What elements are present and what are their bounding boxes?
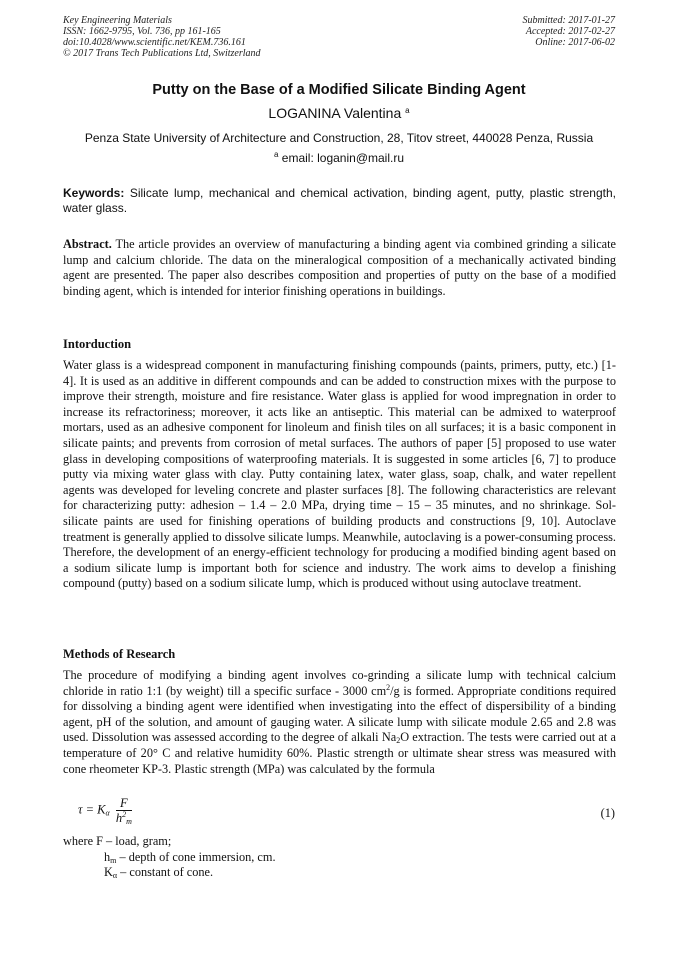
where-line-1: where F – load, gram; xyxy=(63,834,172,848)
methods-part-3: O extraction. The tests were carried out at a temperature of 20° C and relative humidity 60%. Plastic strength or ultimate shear stress was measured with cone rheometer KP-3. Plastic strength (MPa) was calculated by the formula xyxy=(63,730,616,776)
formula-lhs-sub: α xyxy=(105,808,110,818)
email: email: loganin@mail.ru xyxy=(278,151,405,165)
formula-den-base: h xyxy=(115,811,123,825)
abstract xyxy=(63,237,616,299)
where-k: K xyxy=(104,865,113,880)
abstract-text: The article provides an overview of manufacturing a binding agent via combined grinding a silicate lump and calcium chloride. The data on the mineralogical composition of a mechanically activated binding agent are presented. The paper also describes composition and properties of putty on the base of a modified binding agent, which is intended for interior finishing operations in buildings. xyxy=(63,237,616,298)
journal-name: Key Engineering Materials xyxy=(63,15,172,26)
header-right xyxy=(523,15,616,48)
methods-text xyxy=(63,668,616,777)
methods-heading: Methods of Research xyxy=(63,647,176,661)
where-k-desc: – constant of cone. xyxy=(117,865,214,880)
formula-den-sup: 2 xyxy=(122,810,127,819)
keywords xyxy=(63,186,616,216)
affiliation: Penza State University of Architecture and Construction, 28, Titov street, 440028 Penza, Russia xyxy=(84,131,594,145)
keywords-text: Silicate lump, mechanical and chemical activation, binding agent, putty, plastic strength, water glass. xyxy=(63,186,616,215)
where-block xyxy=(63,834,276,881)
where-k-sub: α xyxy=(112,871,118,881)
email-line xyxy=(0,151,678,165)
abstract-label: Abstract. xyxy=(63,237,112,251)
methods-sup: 2 xyxy=(386,682,391,692)
submitted-date: Submitted: 2017-01-27 xyxy=(522,15,615,26)
methods-part-1: The procedure of modifying a binding agent involves co-grinding a silicate lump with technical calcium chloride in ratio 1:1 (by weight) till a specific surface - 3000 cm xyxy=(63,668,616,698)
formula-denominator xyxy=(116,811,132,825)
intro-heading: Intorduction xyxy=(63,337,132,351)
accepted-date: Accepted: 2017-02-27 xyxy=(525,26,615,37)
online-date: Online: 2017-06-02 xyxy=(535,37,615,48)
copyright: © 2017 Trans Tech Publications Ltd, Switzerland xyxy=(63,48,261,59)
header-left xyxy=(63,15,261,59)
where-line-3 xyxy=(63,865,276,881)
where-h-sub: m xyxy=(110,855,117,865)
keywords-label: Keywords: xyxy=(63,186,125,200)
paper-title: Putty on the Base of a Modified Silicate Binding Agent xyxy=(152,82,526,98)
where-h: h xyxy=(104,849,111,864)
formula-den-sub: m xyxy=(126,817,132,826)
author-line xyxy=(0,105,678,121)
where-h-desc: – depth of cone immersion, cm. xyxy=(116,849,276,864)
equation-number: (1) xyxy=(600,806,615,820)
formula-fraction xyxy=(116,796,132,825)
formula-lhs: τ = K xyxy=(78,802,106,817)
doi: doi:10.4028/www.scientific.net/KEM.736.161 xyxy=(63,37,246,48)
methods-part-2: /g is formed. Appropriate conditions required for dissolving a binding agent were identified when investigating into the effect of dispersibility of a binding agent, pH of the solution, and amount of gauging water. A silicate lump with silicate module 2.65 and 2.8 was used. Dissolution was assessed according to the degree of alkali Na xyxy=(63,683,616,745)
methods-sub: 2 xyxy=(396,736,401,746)
author-superscript: a xyxy=(405,106,410,115)
email-superscript: a xyxy=(273,150,279,159)
intro-text: Water glass is a widespread component in manufacturing finishing compounds (paints, primers, putty, etc.) [1-4]. It is used as an additive in different compounds and can be added to construction mixes with the purpose to improve their strength, moisture and fire resistance. Water glass is applied for wood impregnation in order to increase its refractoriness; moreover, it acts like an antiseptic. This material can be admixed to waterproof mortars, used as an adhesive component for linoleum and finish tiles on all surfaces; it is a basic component in silicate paints; and prevents from corrosion of metal surfaces. The authors of paper [5] proposed to use water glass in developing compositions of waterproofing materials. It is suggested in some articles [6, 7] to produce putty via mixing water glass with clay. Putty containing latex, water glass, soap, chalk, and water repellent agents was developed for leveling concrete and plaster surfaces [8]. The following characteristics are relevant for characterizing putty: adhesion – 1.4 – 2.0 MPa, drying time – 15 – 35 minutes, and no shrinkage. Sol-silicate paints are used for finishing operations of building products and constructions [9, 10]. Autoclave treatment is generally applied to dissolve silicate lumps. Meanwhile, autoclaving is a power-consuming process. Therefore, the development of an energy-efficient technology for producing a modified binding agent based on a sodium silicate lump is important both for science and industry. The work aims to develop a finishing compound (putty) based on a sodium silicate lump, which is produced without using autoclave treatment. xyxy=(63,358,616,591)
issn: ISSN: 1662-9795, Vol. 736, pp 161-165 xyxy=(63,26,221,37)
formula-numerator: F xyxy=(116,796,132,811)
author-name: LOGANINA Valentina xyxy=(268,105,402,121)
where-line-2 xyxy=(63,850,276,866)
formula xyxy=(78,796,132,825)
